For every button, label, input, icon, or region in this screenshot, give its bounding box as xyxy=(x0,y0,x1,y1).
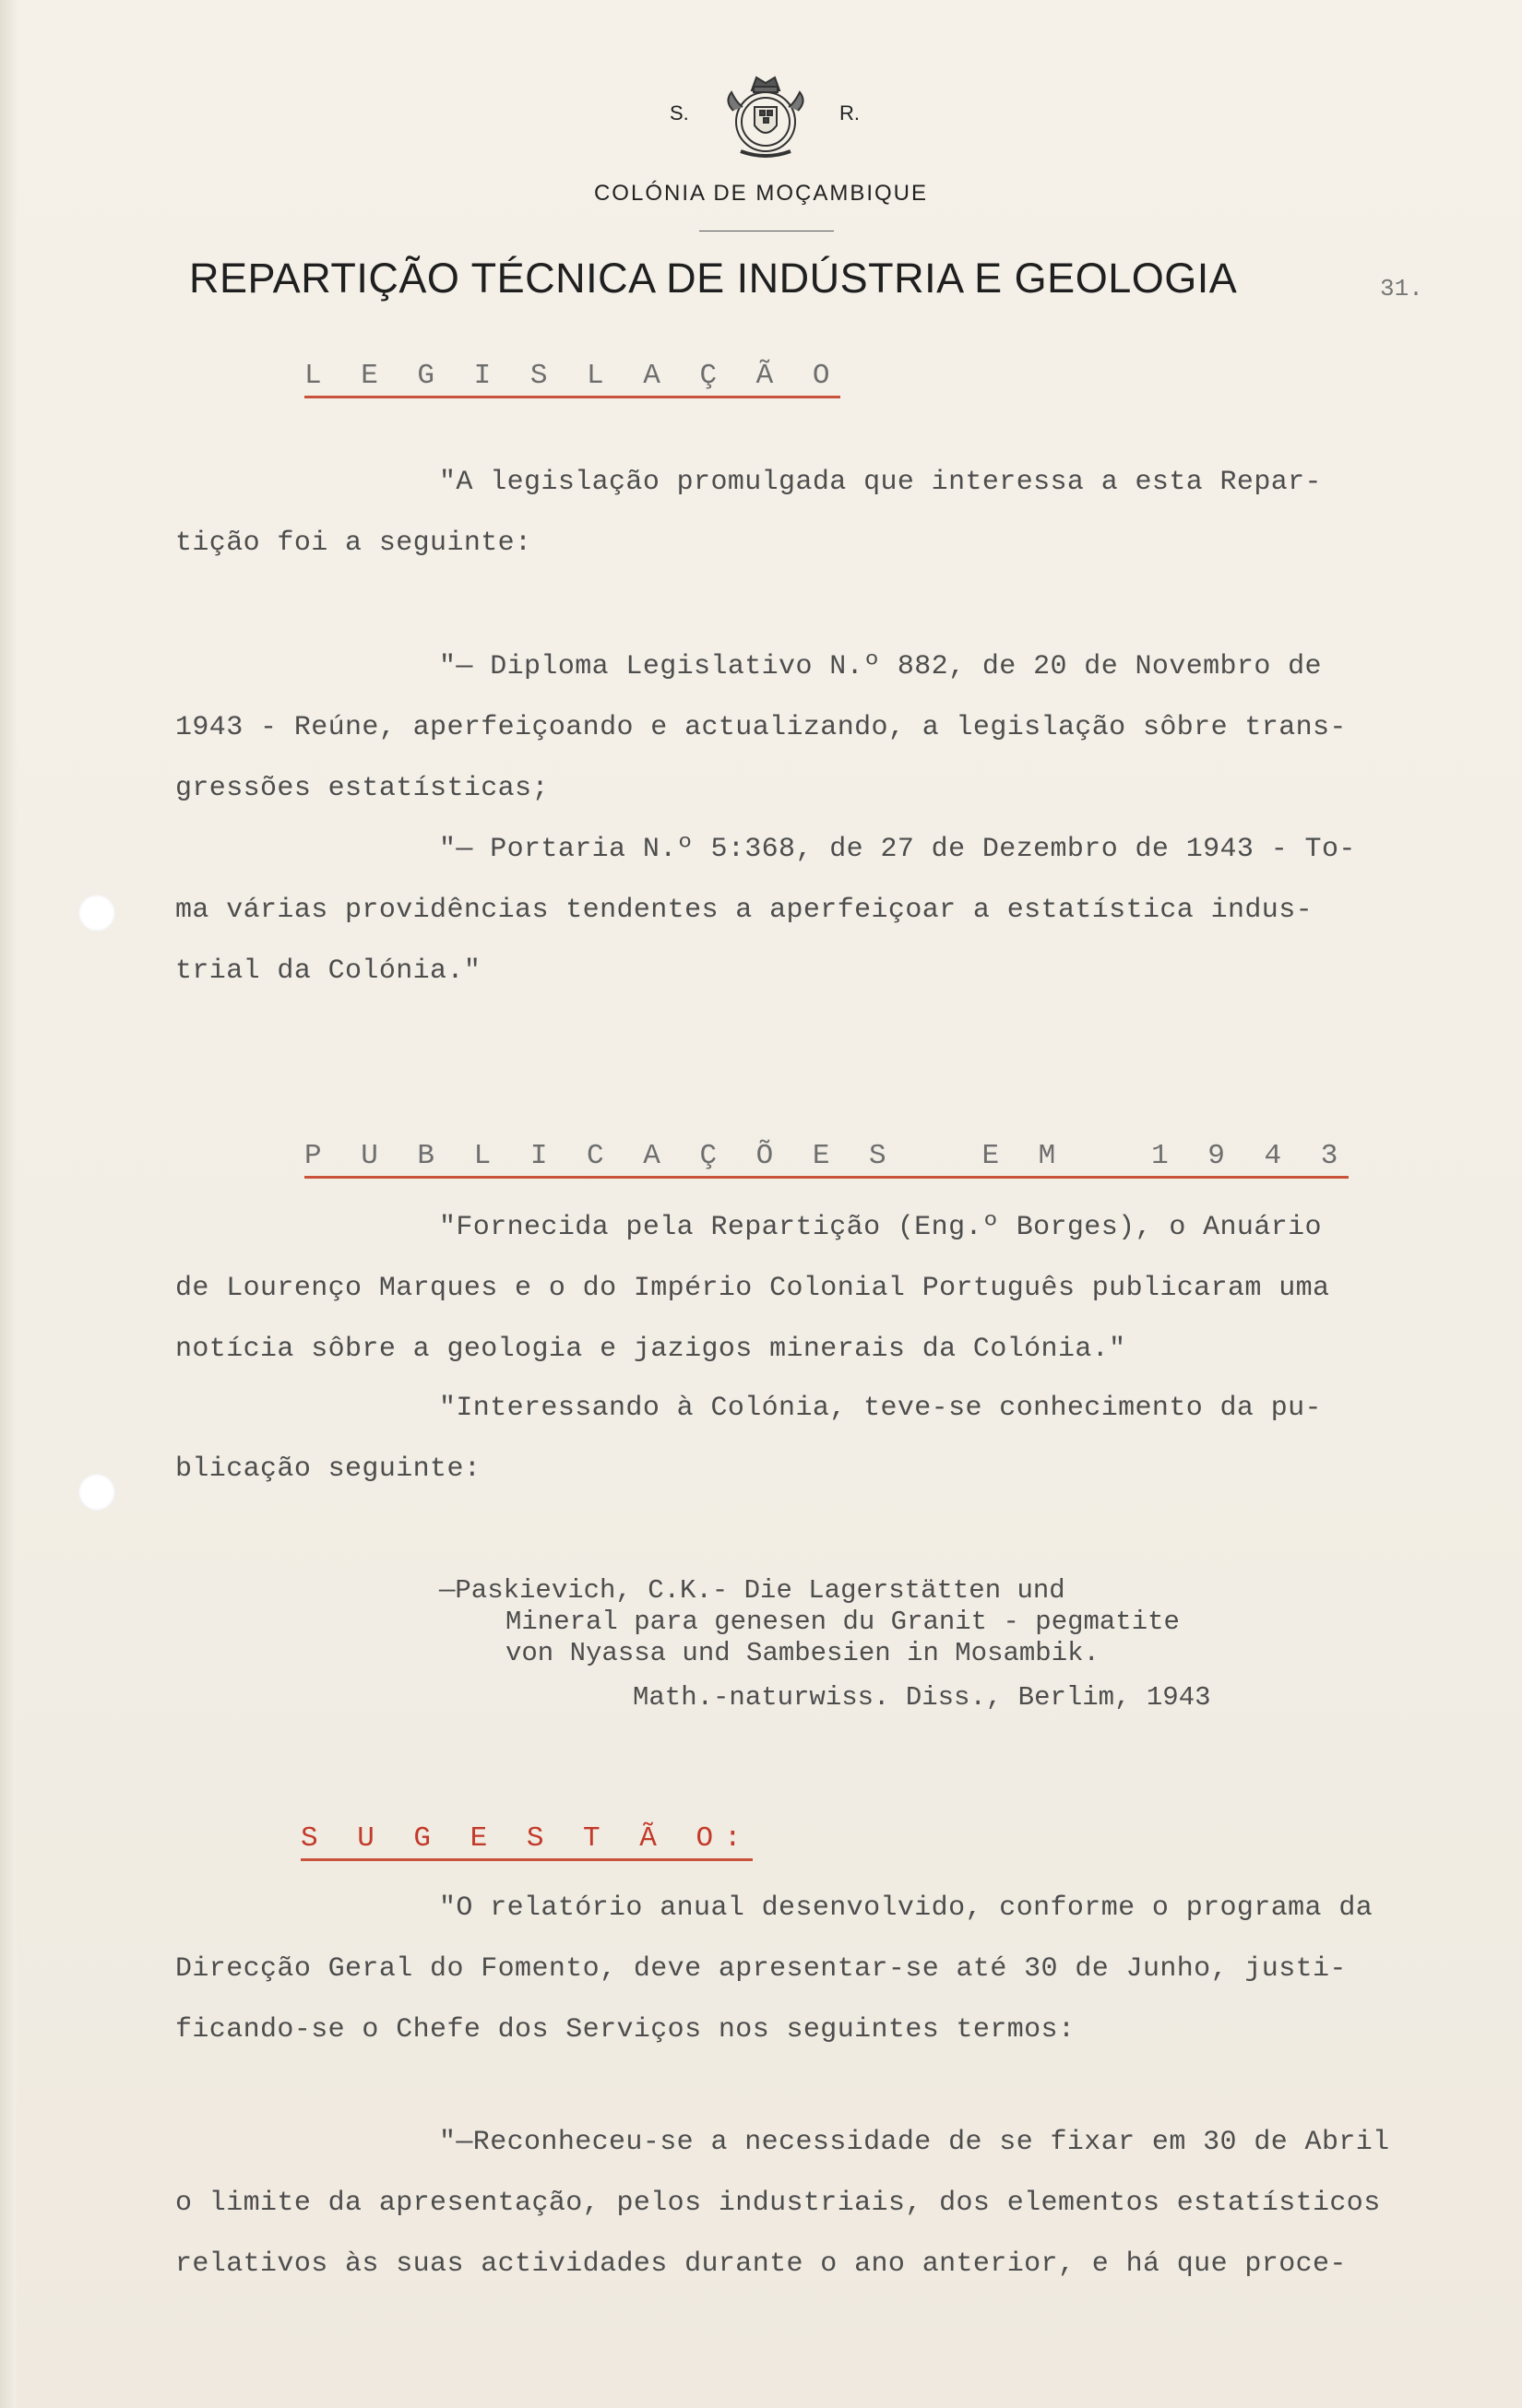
reference-line-1: —Paskievich, C.K.- Die Lagerstätten und xyxy=(439,1575,1065,1606)
reference-line-4: Math.-naturwiss. Diss., Berlim, 1943 xyxy=(633,1682,1211,1713)
header-s-letter: S. xyxy=(670,101,689,125)
colony-title: COLÓNIA DE MOÇAMBIQUE xyxy=(593,181,929,206)
sugestao-line-4: "—Reconheceu-se a necessidade de se fixar em 30 de Abril xyxy=(439,2127,1390,2158)
legislacao-line-2: tição foi a seguinte: xyxy=(175,528,532,559)
section-heading-publicacoes: P U B L I C A Ç Õ E S E M 1 9 4 3 xyxy=(304,1140,1349,1179)
publicacoes-line-5: blicação seguinte: xyxy=(175,1453,482,1485)
section-heading-sugestao: S U G E S T Ã O: xyxy=(301,1822,753,1861)
sugestao-line-1: "O relatório anual desenvolvido, conforme o programa da xyxy=(439,1892,1373,1924)
publicacoes-line-2: de Lourenço Marques e o do Império Colonial Português publicaram uma xyxy=(175,1273,1330,1304)
legislacao-line-4: 1943 - Reúne, aperfeiçoando e actualizando, a legislação sôbre trans- xyxy=(175,712,1347,743)
legislacao-line-1: "A legislação promulgada que interessa a esta Repar- xyxy=(439,467,1322,498)
sugestao-line-3: ficando-se o Chefe dos Serviços nos seguintes termos: xyxy=(175,2014,1076,2046)
reference-line-3: von Nyassa und Sambesien in Mosambik. xyxy=(505,1638,1100,1668)
legislacao-line-8: trial da Colónia." xyxy=(175,955,482,987)
punch-hole-top xyxy=(78,895,115,931)
reference-line-2: Mineral para genesen du Granit - pegmatite xyxy=(505,1607,1180,1637)
publicacoes-line-3: notícia sôbre a geologia e jazigos minerais da Colónia." xyxy=(175,1334,1126,1365)
legislacao-line-6: "— Portaria N.º 5:368, de 27 de Dezembro de 1943 - To- xyxy=(439,834,1356,865)
legislacao-line-5: gressões estatísticas; xyxy=(175,773,549,804)
publicacoes-line-1: "Fornecida pela Repartição (Eng.º Borges), o Anuário xyxy=(439,1212,1322,1243)
department-title: REPARTIÇÃO TÉCNICA DE INDÚSTRIA E GEOLOGIA xyxy=(189,255,1238,302)
sugestao-line-5: o limite da apresentação, pelos industriais, dos elementos estatísticos xyxy=(175,2188,1381,2219)
legislacao-line-3: "— Diploma Legislativo N.º 882, de 20 de Novembro de xyxy=(439,651,1322,682)
paper-edge xyxy=(0,0,17,2408)
page-number: 31. xyxy=(1380,275,1423,302)
section-heading-legislacao: L E G I S L A Ç Ã O xyxy=(304,360,840,398)
header-r-letter: R. xyxy=(839,101,860,125)
sugestao-line-2: Direcção Geral do Fomento, deve apresentar-se até 30 de Junho, justi- xyxy=(175,1953,1347,1985)
punch-hole-bottom xyxy=(78,1474,115,1511)
coat-of-arms-icon xyxy=(715,65,816,166)
sugestao-line-6: relativos às suas actividades durante o ano anterior, e há que proce- xyxy=(175,2248,1347,2280)
publicacoes-line-4: "Interessando à Colónia, teve-se conhecimento da pu- xyxy=(439,1393,1322,1424)
legislacao-line-7: ma várias providências tendentes a aperfeiçoar a estatística indus- xyxy=(175,895,1313,926)
